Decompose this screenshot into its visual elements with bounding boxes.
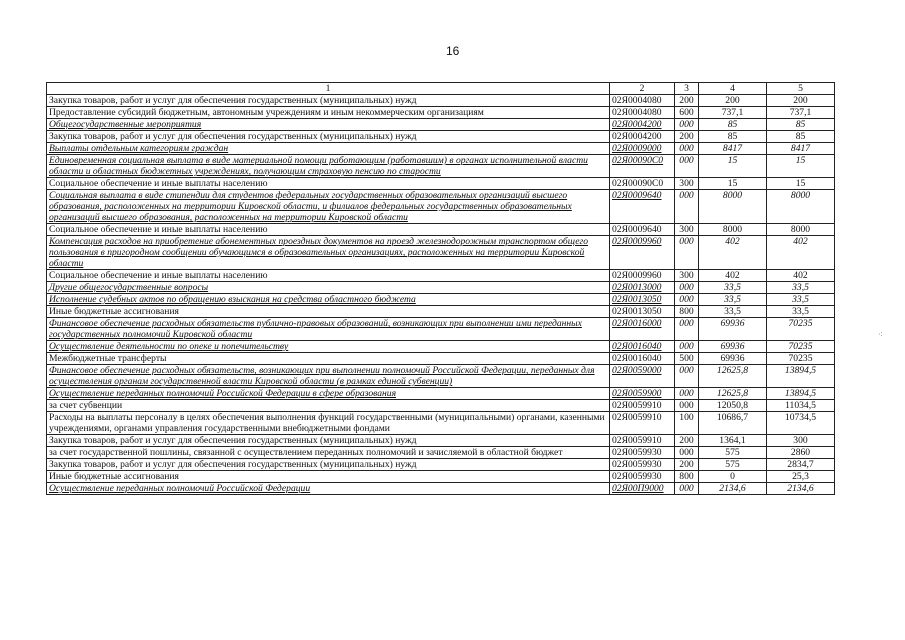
row-code: 02Я00090С0 xyxy=(610,155,675,178)
row-code: 02Я00090С0 xyxy=(610,178,675,190)
row-type: 500 xyxy=(675,353,699,365)
row-code: 02Я0059910 xyxy=(610,435,675,447)
row-value-2: 737,1 xyxy=(767,107,835,119)
row-type: 300 xyxy=(675,224,699,236)
row-value-2: 8000 xyxy=(767,224,835,236)
table-row xyxy=(47,471,835,483)
row-value-2: 13894,5 xyxy=(767,388,835,400)
row-value-1: 33,5 xyxy=(699,294,767,306)
row-code: 02Я0059000 xyxy=(610,365,675,388)
row-name: Другие общегосударственные вопросы xyxy=(47,282,610,294)
row-type: 000 xyxy=(675,365,699,388)
row-value-2: 2134,6 xyxy=(767,483,835,495)
row-name: Выплаты отдельным категориям граждан xyxy=(47,143,610,155)
row-code: 02Я0013050 xyxy=(610,294,675,306)
row-value-1: 2134,6 xyxy=(699,483,767,495)
row-code: 02Я0004200 xyxy=(610,131,675,143)
row-value-2: 70235 xyxy=(767,353,835,365)
row-code: 02Я0059930 xyxy=(610,447,675,459)
table-row xyxy=(47,224,835,236)
row-name: Предоставление субсидий бюджетным, автономным учреждениям и иным некоммерческим организациям xyxy=(47,107,610,119)
row-value-1: 12050,8 xyxy=(699,400,767,412)
row-name: Иные бюджетные ассигнования xyxy=(47,471,610,483)
row-name: Осуществление деятельности по опеке и попечительству xyxy=(47,341,610,353)
row-code: 02Я0059930 xyxy=(610,459,675,471)
table-row xyxy=(47,131,835,143)
row-name: Общегосударственные мероприятия xyxy=(47,119,610,131)
row-value-1: 0 xyxy=(699,471,767,483)
row-value-1: 8000 xyxy=(699,224,767,236)
table-row xyxy=(47,459,835,471)
table-row xyxy=(47,282,835,294)
row-type: 200 xyxy=(675,131,699,143)
scan-artifact: ⁖ xyxy=(878,330,883,339)
row-name: Компенсация расходов на приобретение абонементных проездных документов на проезд железнодорожным транспортом общего пользования в пригородном сообщении обучающимся в образовательных организациях, расположенных на территории Кировской области xyxy=(47,236,610,270)
row-value-2: 15 xyxy=(767,178,835,190)
row-name: Финансовое обеспечение расходных обязательств, возникающих при выполнении полномочий Российской Федерации, переданных для осуществления органам государственной власти Кировской области (в рамках единой субвенции) xyxy=(47,365,610,388)
row-value-1: 737,1 xyxy=(699,107,767,119)
row-name: Социальная выплата в виде стипендии для студентов федеральных государственных образовательных организаций высшего образования, расположенных на территории Кировской области, и филиалов федеральных государственных образовательных организаций высшего образования, расположенных на территории Кировской области xyxy=(47,190,610,224)
row-value-2: 10734,5 xyxy=(767,412,835,435)
table-row xyxy=(47,435,835,447)
row-code: 02Я0009960 xyxy=(610,270,675,282)
row-name: Иные бюджетные ассигнования xyxy=(47,306,610,318)
row-value-1: 69936 xyxy=(699,318,767,341)
row-type: 200 xyxy=(675,459,699,471)
row-code: 02Я0016000 xyxy=(610,318,675,341)
row-value-2: 8000 xyxy=(767,190,835,224)
row-value-1: 575 xyxy=(699,447,767,459)
row-code: 02Я0009960 xyxy=(610,236,675,270)
table-row xyxy=(47,95,835,107)
row-value-2: 33,5 xyxy=(767,306,835,318)
row-value-2: 25,3 xyxy=(767,471,835,483)
row-type: 000 xyxy=(675,143,699,155)
row-value-2: 402 xyxy=(767,270,835,282)
row-value-1: 69936 xyxy=(699,353,767,365)
row-type: 000 xyxy=(675,318,699,341)
row-type: 000 xyxy=(675,155,699,178)
row-code: 02Я0013000 xyxy=(610,282,675,294)
table-row xyxy=(47,388,835,400)
row-value-1: 12625,8 xyxy=(699,365,767,388)
row-name: Закупка товаров, работ и услуг для обеспечения государственных (муниципальных) нужд xyxy=(47,459,610,471)
table-row xyxy=(47,236,835,270)
header-col-5: 5 xyxy=(767,83,835,95)
row-value-2: 13894,5 xyxy=(767,365,835,388)
row-code: 02Я0004080 xyxy=(610,95,675,107)
row-name: Осуществление переданных полномочий Российской Федерации в сфере образования xyxy=(47,388,610,400)
table-row xyxy=(47,270,835,282)
header-col-2: 2 xyxy=(610,83,675,95)
row-name: за счет государственной пошлины, связанной с осуществлением переданных полномочий и зачисляемой в областной бюджет xyxy=(47,447,610,459)
row-value-1: 15 xyxy=(699,178,767,190)
table-body xyxy=(47,95,835,495)
row-value-2: 85 xyxy=(767,131,835,143)
row-value-2: 33,5 xyxy=(767,282,835,294)
table-row xyxy=(47,447,835,459)
row-type: 100 xyxy=(675,412,699,435)
row-value-1: 85 xyxy=(699,119,767,131)
row-value-1: 8417 xyxy=(699,143,767,155)
row-value-1: 33,5 xyxy=(699,282,767,294)
row-name: Закупка товаров, работ и услуг для обеспечения государственных (муниципальных) нужд xyxy=(47,435,610,447)
row-name: Закупка товаров, работ и услуг для обеспечения государственных (муниципальных) нужд xyxy=(47,131,610,143)
table-row xyxy=(47,306,835,318)
row-code: 02Я0059910 xyxy=(610,412,675,435)
row-code: 02Я0059910 xyxy=(610,400,675,412)
row-type: 000 xyxy=(675,236,699,270)
table-row xyxy=(47,412,835,435)
row-type: 200 xyxy=(675,95,699,107)
row-value-1: 12625,8 xyxy=(699,388,767,400)
row-type: 300 xyxy=(675,178,699,190)
row-value-2: 70235 xyxy=(767,341,835,353)
row-code: 02Я0016040 xyxy=(610,353,675,365)
row-type: 000 xyxy=(675,341,699,353)
row-type: 000 xyxy=(675,294,699,306)
row-name: Исполнение судебных актов по обращению взыскания на средства областного бюджета xyxy=(47,294,610,306)
row-name: Осуществление переданных полномочий Российской Федерации xyxy=(47,483,610,495)
table-row xyxy=(47,107,835,119)
table-row xyxy=(47,353,835,365)
row-type: 000 xyxy=(675,388,699,400)
row-value-2: 70235 xyxy=(767,318,835,341)
row-name: Социальное обеспечение и иные выплаты населению xyxy=(47,178,610,190)
row-type: 300 xyxy=(675,270,699,282)
row-code: 02Я00П9000 xyxy=(610,483,675,495)
row-code: 02Я0016040 xyxy=(610,341,675,353)
header-col-1: 1 xyxy=(47,83,610,95)
row-type: 000 xyxy=(675,483,699,495)
table-row xyxy=(47,155,835,178)
row-type: 800 xyxy=(675,306,699,318)
row-code: 02Я0009640 xyxy=(610,190,675,224)
row-name: Расходы на выплаты персоналу в целях обеспечения выполнения функций государственными (муниципальными) органами, казенными учреждениями, органами управления государственными внебюджетными фондами xyxy=(47,412,610,435)
row-name: Единовременная социальная выплата в виде материальной помощи работающим (работавшим) в органах исполнительной власти области и областных бюджетных учреждениях, получающим страховую пенсию по старости xyxy=(47,155,610,178)
row-value-1: 402 xyxy=(699,270,767,282)
row-value-2: 200 xyxy=(767,95,835,107)
table-row xyxy=(47,190,835,224)
row-value-2: 85 xyxy=(767,119,835,131)
row-value-1: 85 xyxy=(699,131,767,143)
row-code: 02Я0004200 xyxy=(610,119,675,131)
row-type: 000 xyxy=(675,190,699,224)
row-name: Межбюджетные трансферты xyxy=(47,353,610,365)
row-value-2: 33,5 xyxy=(767,294,835,306)
table-row xyxy=(47,119,835,131)
row-code: 02Я0059930 xyxy=(610,471,675,483)
row-value-2: 300 xyxy=(767,435,835,447)
header-row xyxy=(47,83,835,95)
row-value-1: 1364,1 xyxy=(699,435,767,447)
row-name: за счет субвенции xyxy=(47,400,610,412)
row-type: 800 xyxy=(675,471,699,483)
row-value-1: 200 xyxy=(699,95,767,107)
row-type: 000 xyxy=(675,447,699,459)
row-name: Социальное обеспечение и иные выплаты населению xyxy=(47,270,610,282)
row-code: 02Я0009640 xyxy=(610,224,675,236)
row-value-1: 575 xyxy=(699,459,767,471)
budget-table xyxy=(46,82,835,495)
table-row xyxy=(47,178,835,190)
table-row xyxy=(47,341,835,353)
page-number: 16 xyxy=(446,44,460,58)
row-value-1: 69936 xyxy=(699,341,767,353)
row-value-1: 402 xyxy=(699,236,767,270)
row-type: 000 xyxy=(675,400,699,412)
row-code: 02Я0009000 xyxy=(610,143,675,155)
row-type: 000 xyxy=(675,119,699,131)
table-row xyxy=(47,483,835,495)
row-value-2: 15 xyxy=(767,155,835,178)
row-code: 02Я0004080 xyxy=(610,107,675,119)
row-name: Финансовое обеспечение расходных обязательств публично-правовых образований, возникающих при выполнении ими переданных государственных полномочий Кировской области xyxy=(47,318,610,341)
row-name: Закупка товаров, работ и услуг для обеспечения государственных (муниципальных) нужд xyxy=(47,95,610,107)
row-value-2: 8417 xyxy=(767,143,835,155)
row-value-2: 2860 xyxy=(767,447,835,459)
row-type: 200 xyxy=(675,435,699,447)
header-col-3: 3 xyxy=(675,83,699,95)
header-col-4: 4 xyxy=(699,83,767,95)
row-type: 600 xyxy=(675,107,699,119)
table-row xyxy=(47,318,835,341)
row-value-1: 10686,7 xyxy=(699,412,767,435)
row-value-2: 2834,7 xyxy=(767,459,835,471)
row-type: 000 xyxy=(675,282,699,294)
row-value-1: 33,5 xyxy=(699,306,767,318)
row-code: 02Я0059900 xyxy=(610,388,675,400)
row-code: 02Я0013050 xyxy=(610,306,675,318)
row-value-2: 11034,5 xyxy=(767,400,835,412)
row-value-1: 15 xyxy=(699,155,767,178)
table-row xyxy=(47,294,835,306)
table-row xyxy=(47,365,835,388)
table-row xyxy=(47,143,835,155)
row-value-1: 8000 xyxy=(699,190,767,224)
row-name: Социальное обеспечение и иные выплаты населению xyxy=(47,224,610,236)
row-value-2: 402 xyxy=(767,236,835,270)
table-row xyxy=(47,400,835,412)
